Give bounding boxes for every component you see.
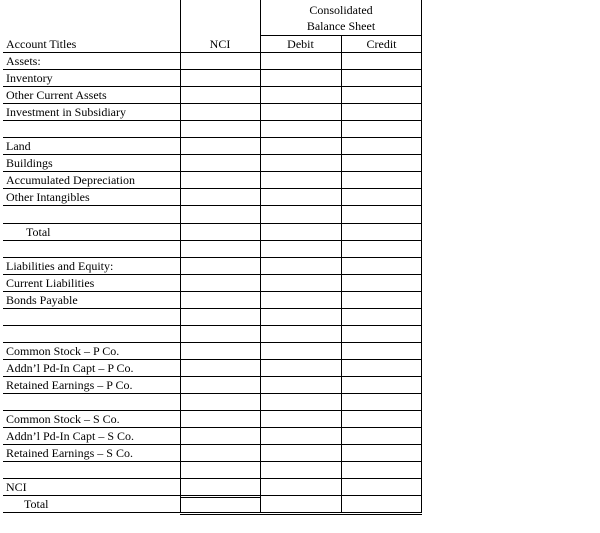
account-row-label: Liabilities and Equity: <box>6 258 114 273</box>
column-header-credit: Credit <box>366 37 397 51</box>
account-row-label: Current Liabilities <box>6 275 95 290</box>
account-row-label: Bonds Payable <box>6 292 78 307</box>
account-row-label: Retained Earnings – S Co. <box>6 446 133 461</box>
consolidation-worksheet <box>2 0 422 520</box>
account-row-label: Buildings <box>6 156 53 171</box>
account-row-label: Assets: <box>6 54 41 68</box>
account-row-label: Retained Earnings – P Co. <box>6 377 133 392</box>
account-row-label: Investment in Subsidiary <box>6 105 126 120</box>
column-header-nci: NCI <box>209 37 231 51</box>
account-row-label: Land <box>6 139 31 154</box>
account-row-label: NCI <box>6 480 27 495</box>
account-row-label: Accumulated Depreciation <box>6 173 135 188</box>
account-row-label: Total <box>26 224 51 239</box>
account-row-label: Addn’l Pd-In Capt – P Co. <box>6 360 134 375</box>
account-row-label: Addn’l Pd-In Capt – S Co. <box>6 429 135 444</box>
account-row-label: Other Intangibles <box>6 190 90 205</box>
account-row-label: Total <box>24 497 49 512</box>
account-row-label: Inventory <box>6 71 53 86</box>
column-header-debit: Debit <box>287 37 314 51</box>
account-row-label: Other Current Assets <box>6 88 107 103</box>
account-row-label: Common Stock – S Co. <box>6 412 120 427</box>
header-balance-sheet: Balance Sheet <box>306 19 376 33</box>
header-consolidated: Consolidated <box>309 3 373 17</box>
column-header-account-titles: Account Titles <box>6 37 77 51</box>
account-row-label: Common Stock – P Co. <box>6 343 120 358</box>
